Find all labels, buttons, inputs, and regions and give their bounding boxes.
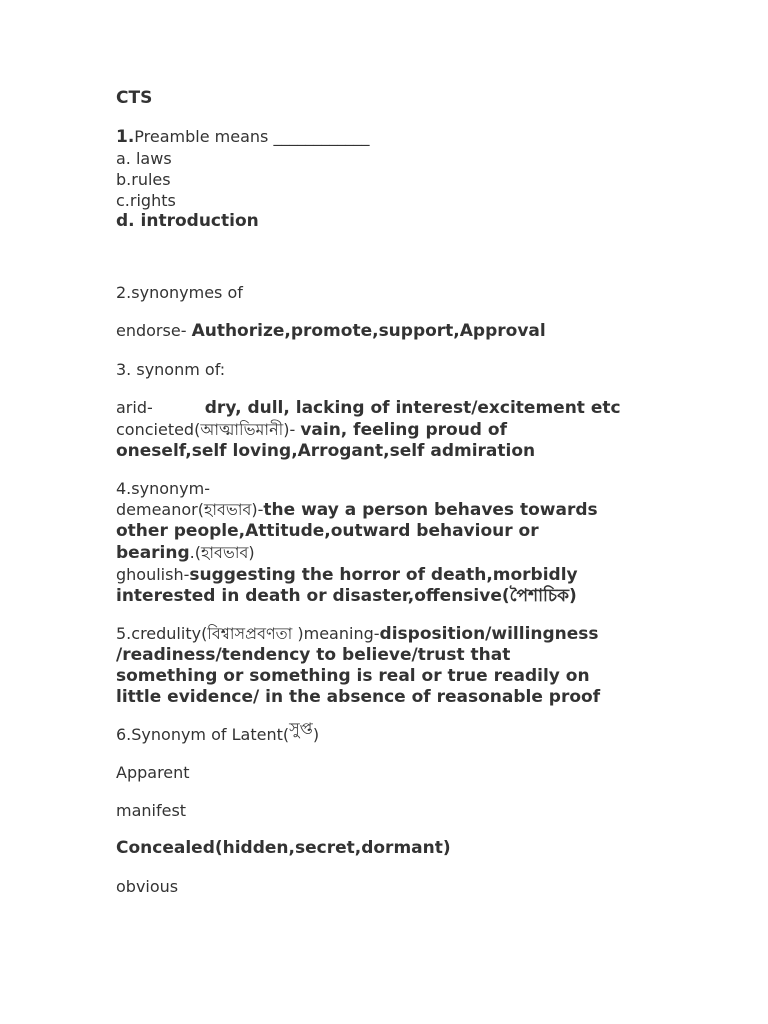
q5-row: [116, 623, 756, 645]
credulity-answer-1: disposition/willingness: [379, 624, 599, 644]
q1-text: Preamble means ____________: [134, 127, 370, 146]
demeanor-suffix: .(হাবভাব): [189, 543, 255, 562]
arid-answer: dry, dull, lacking of interest/excitement etc: [204, 398, 621, 418]
q6-heading-close: ): [312, 725, 320, 744]
demeanor-answer-3: bearing: [116, 543, 190, 563]
q2-heading: 2.synonymes of: [116, 283, 243, 302]
q1-number: 1.: [116, 127, 135, 147]
q3-concieted-row: [116, 419, 756, 441]
concieted-term: concieted(আত্মাভিমানী)-: [116, 420, 296, 439]
ghoulish-answer-1: suggesting the horror of death,morbidly: [189, 565, 578, 585]
q6-option-apparent: Apparent: [116, 763, 190, 782]
q3-arid-row: [116, 397, 756, 419]
q1-answer: d. introduction: [116, 211, 259, 231]
q6-option-manifest: manifest: [116, 801, 187, 820]
q6-heading-text: 6.Synonym of Latent(: [116, 725, 290, 744]
credulity-answer-3: something or something is real or true readily on: [116, 666, 590, 686]
q2-row: [116, 320, 756, 342]
credulity-answer-2: /readiness/tendency to believe/trust that: [116, 645, 511, 665]
q1-question: [116, 126, 756, 148]
credulity-term: 5.credulity(বিশ্বাসপ্রবণতা )meaning-: [116, 624, 380, 643]
q1-option-b: b.rules: [116, 170, 171, 189]
q6-option-obvious: obvious: [116, 877, 179, 896]
q6-heading-bengali: সুপ্ত: [289, 719, 313, 738]
credulity-answer-4: little evidence/ in the absence of reasonable proof: [116, 687, 601, 707]
concieted-answer-1: vain, feeling proud of: [300, 420, 507, 440]
q1-option-c: c.rights: [116, 191, 176, 210]
q2-answer: Authorize,promote,support,Approval: [191, 321, 546, 341]
q4-ghoulish-row: [116, 564, 756, 586]
q6-heading: [116, 719, 756, 745]
ghoulish-term: ghoulish-: [116, 565, 190, 584]
demeanor-answer-1: the way a person behaves towards: [263, 500, 598, 520]
doc-title: CTS: [116, 88, 153, 108]
demeanor-answer-2: other people,Attitude,outward behaviour or: [116, 521, 539, 541]
q4-heading: 4.synonym-: [116, 479, 210, 498]
q1-option-a: a. laws: [116, 149, 172, 168]
q3-heading: 3. synonm of:: [116, 360, 226, 379]
ghoulish-answer-2: interested in death or disaster,offensive(পৈশাচিক): [116, 586, 577, 606]
demeanor-term: demeanor(হাবভাব)-: [116, 500, 264, 519]
q2-term: endorse-: [116, 321, 187, 340]
q4-bearing-row: [116, 542, 756, 564]
q4-demeanor-row: [116, 499, 756, 521]
concieted-answer-2: oneself,self loving,Arrogant,self admiration: [116, 441, 536, 461]
q6-answer: Concealed(hidden,secret,dormant): [116, 838, 451, 858]
arid-term: arid-: [116, 398, 153, 417]
document-page: [116, 88, 756, 897]
